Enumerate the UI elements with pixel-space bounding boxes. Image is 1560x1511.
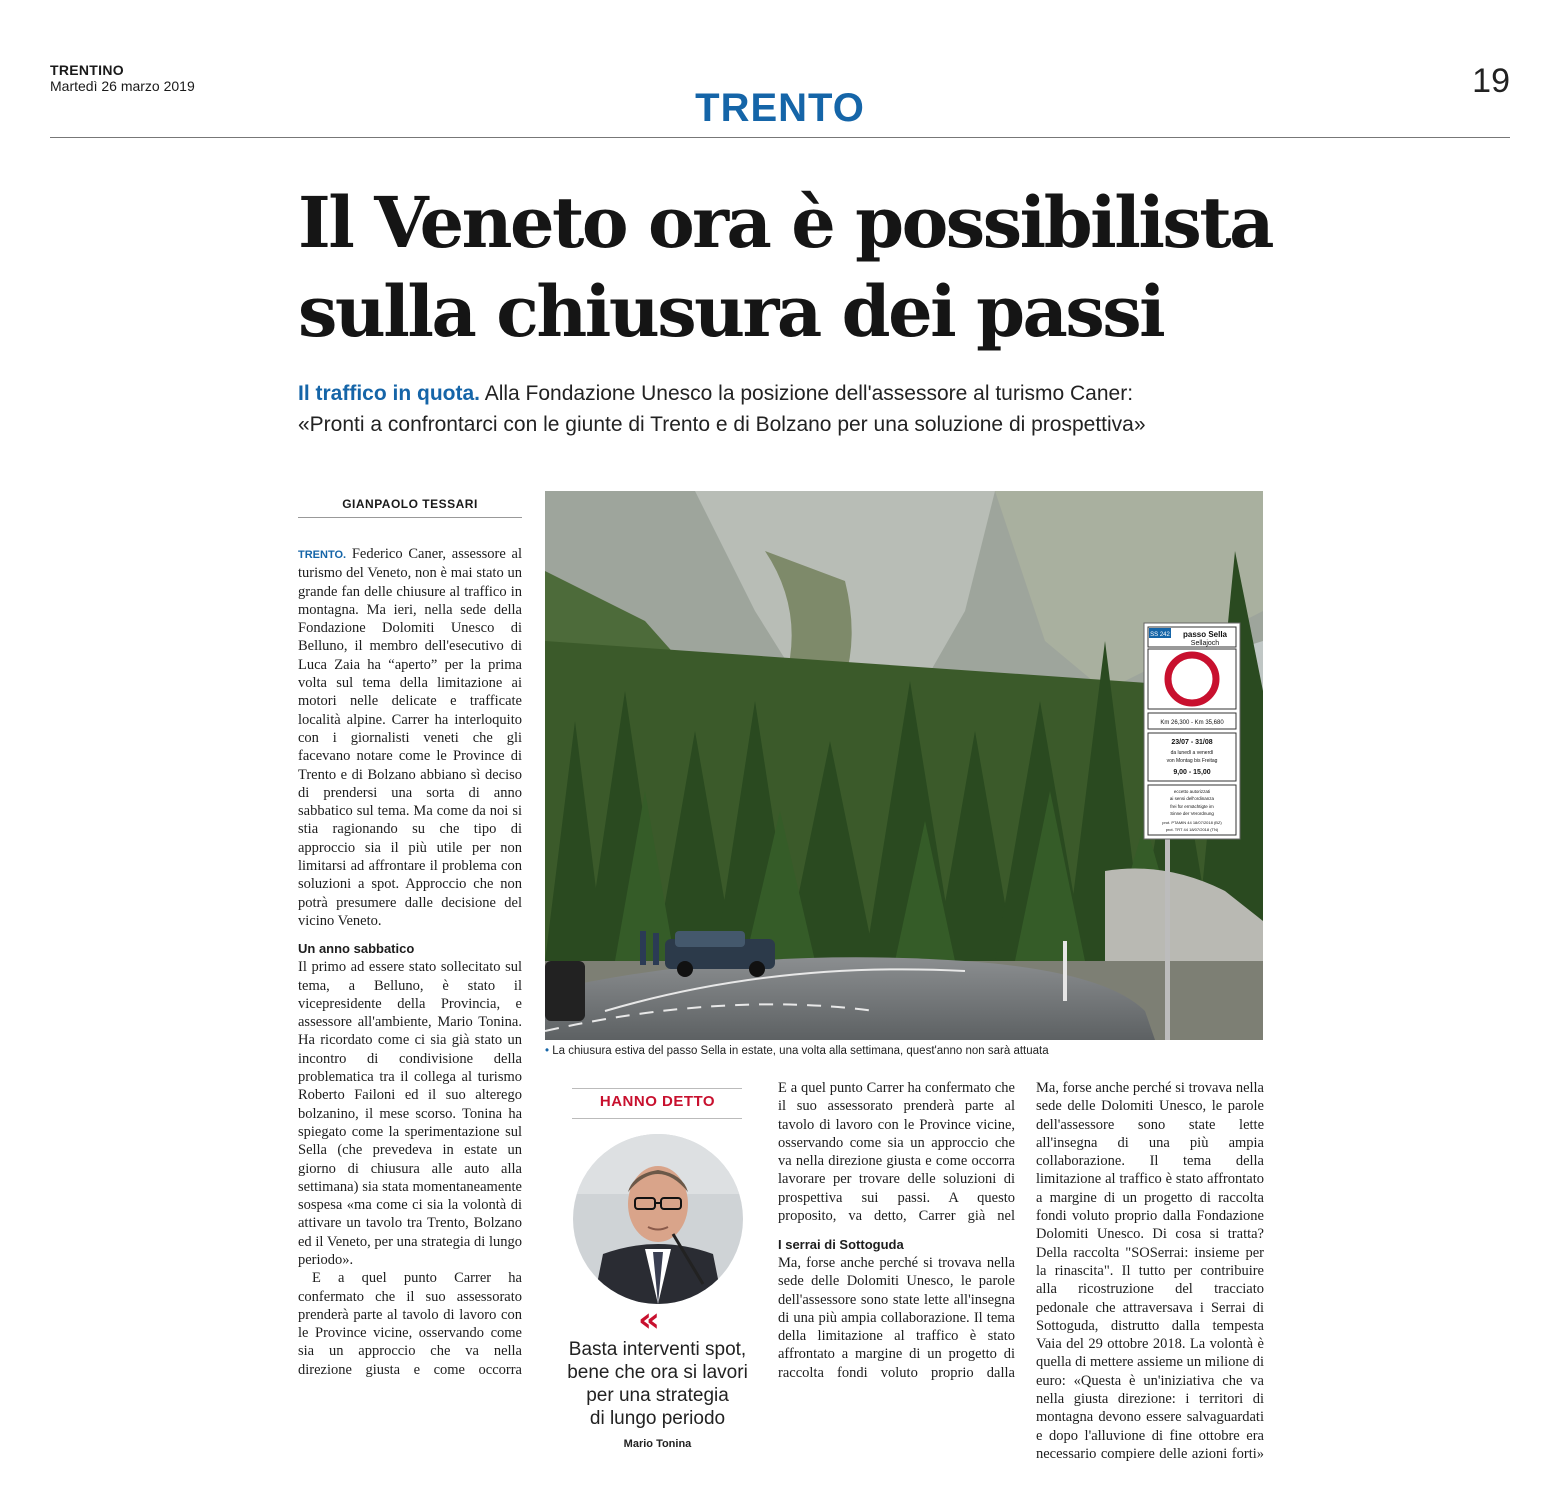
article-paragraph-4-text: Ma, forse anche perché si trovava nella sede delle Dolomiti Unesco, le parole dell'assessore sono state lette all'insegna di una più ampia collaborazione. Il tema della limitazione al traffico è stato affrontato a margine di un progetto di raccolta fondi voluto proprio dalla	[778, 1255, 1015, 1381]
headline-line-2: sulla chiusura dei passi	[298, 270, 1164, 353]
article-column-4	[1036, 1079, 1264, 1464]
byline-divider	[298, 517, 522, 518]
standfirst-line-2: «Pronti a confrontarci con le giunte di Trento e di Bolzano per una soluzione di prospettiva»	[298, 413, 1146, 436]
pull-quote-author: Mario Tonina	[623, 1438, 692, 1450]
sign-km: Km 26,300 - Km 35,680	[1160, 720, 1224, 726]
sign-ref-2: prot. TRT 44 18/07/2018 (TN)	[1165, 827, 1219, 832]
sign-name-de: Sellajoch	[1190, 640, 1220, 647]
portrait-mario-tonina	[573, 1134, 743, 1304]
sign-days-de: von Montag bis Freitag	[1166, 758, 1218, 764]
sign-exception-4: Sinne der Verordnung	[1170, 811, 1214, 816]
page-number: 19	[1472, 62, 1510, 100]
article-paragraph-3-continued: E a quel punto Carrer ha confermato che il suo assessorato prenderà parte al tavolo di lavoro con le Province vicine, osservando come sia un approccio che va nella direzione giusta e come occorra lavorare per trovare delle soluzioni di prospettiva sui passi. A questo proposito, va detto, Carrer già nel	[778, 1080, 1015, 1225]
passo-sella-photo	[545, 491, 1263, 1040]
portrait-photo	[573, 1134, 743, 1304]
sign-road-code: SS 242	[1150, 632, 1170, 638]
standfirst-text-1: Alla Fondazione Unesco la posizione dell'assessore al turismo Caner:	[484, 382, 1134, 405]
quote-mark-icon: «	[638, 1300, 660, 1340]
article-paragraph-1	[298, 545, 522, 930]
sidebar-label-rule	[572, 1118, 742, 1119]
standfirst-kicker: Il traffico in quota.	[298, 382, 480, 405]
sign-dates: 23/07 - 31/08	[1171, 739, 1213, 746]
standfirst-line-1	[298, 378, 1528, 409]
article-photo	[545, 491, 1263, 1040]
sidebar-top-rule	[572, 1088, 742, 1089]
dateline: TRENTO.	[298, 549, 347, 561]
article-column-3	[778, 1079, 1015, 1382]
section-title: TRENTO	[695, 86, 865, 130]
article-paragraph-4-end: Ma, forse anche perché si trovava nella sede delle Dolomiti Unesco, le parole dell'assessore sono state lette all'insegna di una più ampia collaborazione. Il tema della limitazione al traffico è stato affrontato a margine di un progetto di raccolta fondi voluto proprio dalla Fondazione Dolomiti Unesco. Di cosa si tratta? Della raccolta "SOSerrai: insieme per la rinascita". Il tutto per contribuire alla ricostruzione del tracciato pedonale che attraversava i Serrai di Sottoguda, distrutto dalla tempesta Vaia del 29 ottobre 2018. La volontà è quella di mettere assieme un milione di euro: «Questa è un'iniziativa che va nella giusta direzione: i territori di montagna devono essere salvaguardati e dopo l'alluvione di fine ottobre era necessario compiere delle azioni forti»	[1036, 1080, 1264, 1462]
article-paragraph-3-start: E a quel punto Carrer ha confermato che il suo assessorato prenderà parte al tavolo di lavoro con le Province vicine, osservando come sia un approccio che va nella direzione giusta e come occorra	[298, 1270, 522, 1378]
sign-exception-2: ai sensi dell'ordinanza	[1169, 796, 1215, 801]
subhead-anno-sabbatico: Un anno sabbatico	[298, 941, 415, 957]
newspaper-name: TRENTINO	[50, 62, 124, 78]
sign-name-it: passo Sella	[1182, 630, 1228, 639]
pull-quote-line-2: bene che ora si lavori	[567, 1362, 748, 1383]
pull-quote-line-3: per una strategia	[586, 1385, 729, 1406]
subhead-serrai-sottoguda: I serrai di Sottoguda	[778, 1237, 904, 1252]
headline-line-1: Il Veneto ora è possibilista	[298, 181, 1273, 264]
standfirst	[298, 378, 1528, 440]
no-vehicles-sign-icon	[1168, 655, 1216, 703]
article-paragraph-1-text: Federico Caner, assessore al turismo del Veneto, non è mai stato un grande fan delle chiusure al traffico in montagna. Ma ieri, nella sede della Fondazione Dolomiti Unesco di Belluno, il membro dell'esecutivo di Luca Zaia ha “aperto” per la prima volta sul tema della limitazione ai motori nelle delicate e trafficate località alpine. Carrer ha interloquito con i giornalisti veneti che gli facevano notare come le Province di Trento e di Bolzano abbiano sì deciso di prendersi una sorta di anno sabbatico sul tema. Ma come da noi si stia ragionando su che tipo di approccio sia il più utile per non limitarsi ad affrontare il problema con soluzioni a spot. Approccio che non potrà presumere dalle decisione del vicino Veneto.	[298, 546, 522, 929]
caption-bullet-icon: •	[545, 1045, 550, 1057]
pull-quote	[550, 1338, 765, 1430]
sign-ref-1: prot. PTAMIN 44 18/07/2018 (BZ)	[1162, 820, 1222, 825]
sign-hours: 9,00 - 15,00	[1173, 769, 1211, 776]
article-column-1	[298, 545, 522, 1381]
sign-exception-1: eccetto autorizzati	[1173, 789, 1211, 794]
pull-quote-line-4: di lungo periodo	[589, 1408, 726, 1429]
sidebar-label: HANNO DETTO	[599, 1093, 716, 1110]
photo-caption-text: La chiusura estiva del passo Sella in estate, una volta alla settimana, quest'anno non sarà attuata	[552, 1045, 1049, 1057]
pull-quote-line-1: Basta interventi spot,	[568, 1339, 747, 1360]
sign-exception-3: frei für ermächtigte im	[1170, 804, 1214, 809]
sign-days-it: da lunedì a venerdì	[1170, 750, 1214, 756]
byline: GIANPAOLO TESSARI	[342, 497, 478, 511]
article-paragraph-4-start	[778, 1254, 1015, 1382]
headline	[298, 178, 1498, 356]
photo-caption	[545, 1045, 1263, 1057]
header-divider	[50, 137, 1510, 138]
article-paragraph-3-end	[778, 1079, 1015, 1226]
article-paragraph-2: Il primo ad essere stato sollecitato sul tema, a Belluno, è stato il vicepresidente della Provincia, e assessore all'ambiente, Mario Tonina. Ha ricordato come ci sia già stato un incontro di condivisione della problematica tra il collega al turismo Roberto Failoni ed il suo alterego bolzanino, il mese scorso. Tonina ha spiegato come la sperimentazione sul Sella (che prevedeva in estate un giorno di chiusura alle auto alla settimana) sia stata momentaneamente sospesa «ma come ci sia la volontà di attivare un tavolo tra Trento, Bolzano ed il Veneto, per una strategia di lungo periodo».	[298, 959, 522, 1268]
issue-date: Martedì 26 marzo 2019	[50, 78, 195, 94]
